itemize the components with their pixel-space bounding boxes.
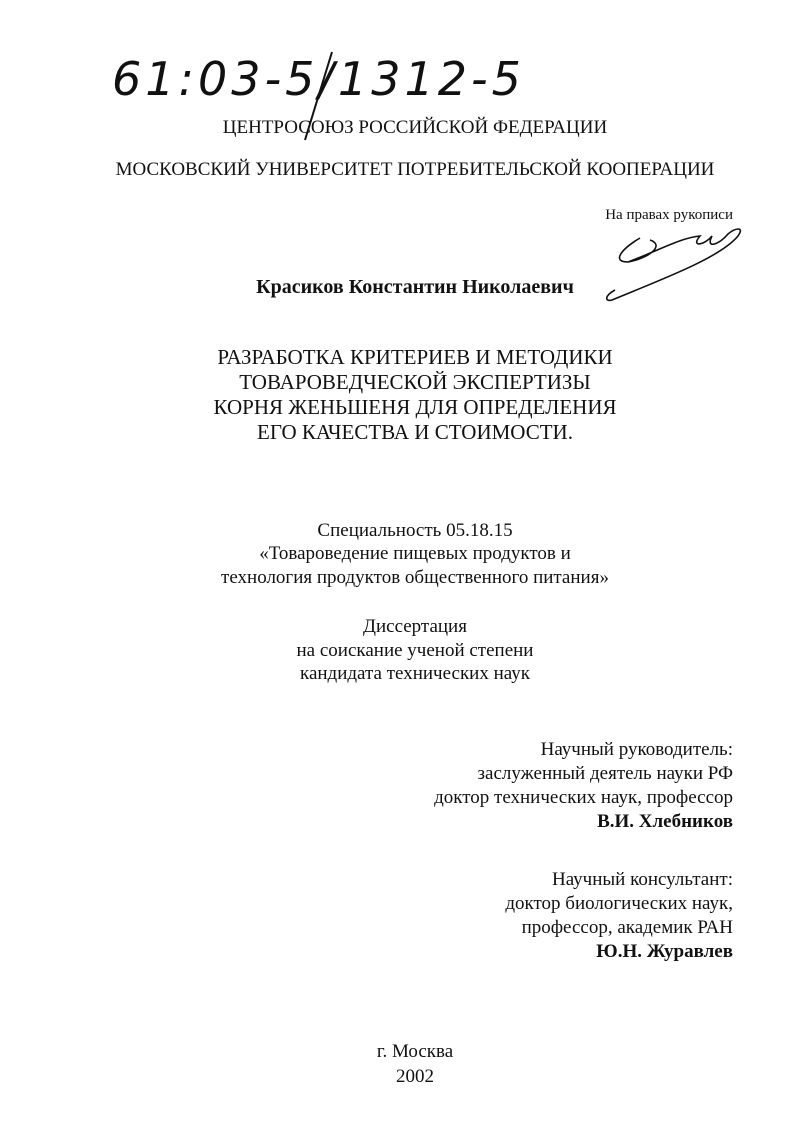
signature — [0, 0, 793, 320]
title-line: ЕГО КАЧЕСТВА И СТОИМОСТИ. — [257, 420, 573, 444]
supervisor-name: В.И. Хлебников — [597, 811, 733, 832]
handwritten-archive-number: 61:03-5/1312-5 — [112, 52, 525, 106]
org-line-1: ЦЕНТРОСОЮЗ РОССИЙСКОЙ ФЕДЕРАЦИИ — [222, 117, 608, 138]
supervisor-role: Научный руководитель: — [540, 739, 733, 760]
dissertation-line: кандидата технических наук — [300, 663, 530, 684]
city: г. Москва — [376, 1041, 454, 1062]
title-line: КОРНЯ ЖЕНЬШЕНЯ ДЛЯ ОПРЕДЕЛЕНИЯ — [213, 395, 617, 419]
dissertation-line: Диссертация — [363, 616, 467, 637]
consultant-name: Ю.Н. Журавлев — [596, 941, 733, 962]
specialty-line: технология продуктов общественного питания» — [221, 567, 609, 588]
consultant-title: профессор, академик РАН — [521, 917, 733, 938]
consultant-role: Научный консультант: — [551, 869, 733, 890]
dissertation-line: на соискание ученой степени — [296, 640, 534, 661]
org-line-2: МОСКОВСКИЙ УНИВЕРСИТЕТ ПОТРЕБИТЕЛЬСКОЙ КООПЕРАЦИИ — [115, 159, 715, 180]
supervisor-degree: доктор технических наук, профессор — [434, 787, 733, 808]
title-line: ТОВАРОВЕДЧЕСКОЙ ЭКСПЕРТИЗЫ — [239, 370, 591, 394]
specialty-line: «Товароведение пищевых продуктов и — [259, 543, 571, 564]
supervisor-title: заслуженный деятель науки РФ — [477, 763, 733, 784]
manuscript-rights-note: На правах рукописи — [605, 207, 733, 223]
author-name: Красиков Константин Николаевич — [256, 276, 574, 298]
specialty-line: Специальность 05.18.15 — [317, 520, 513, 541]
year: 2002 — [396, 1066, 434, 1087]
consultant-degree: доктор биологических наук, — [505, 893, 733, 914]
title-line: РАЗРАБОТКА КРИТЕРИЕВ И МЕТОДИКИ — [217, 345, 613, 369]
